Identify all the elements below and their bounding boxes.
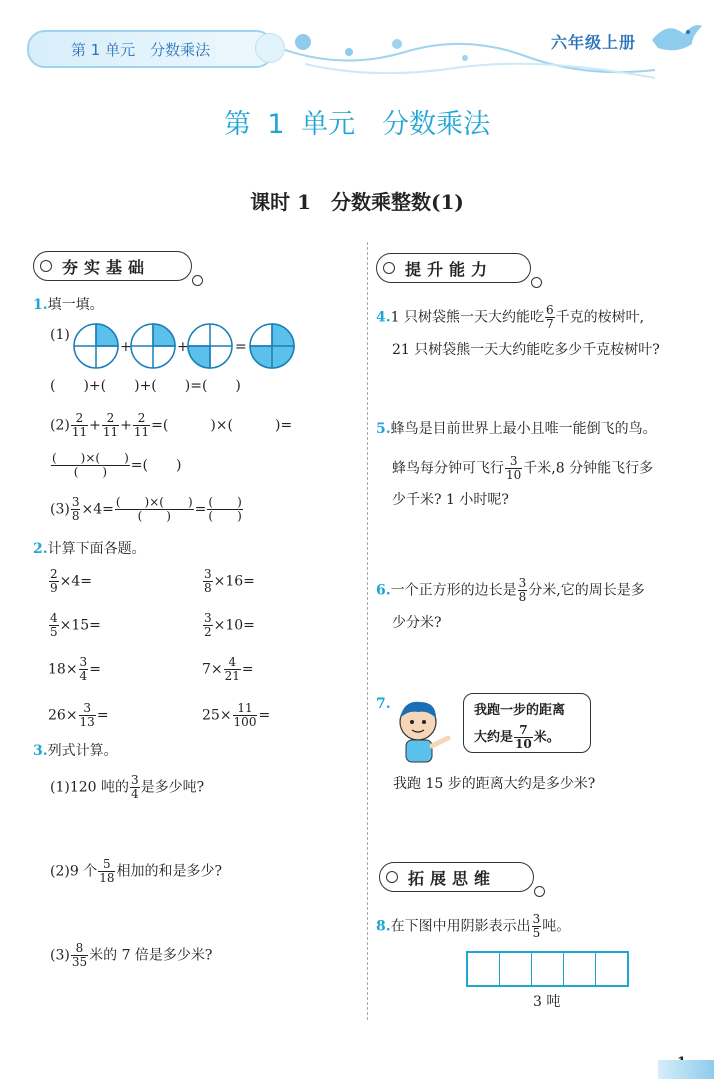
- unit-header-pill: [27, 30, 274, 68]
- q6-line1: 6.一个正方形的边长是 $\frac{3}{8}$ 分米,它的周长是多: [376, 576, 645, 604]
- section-extend-label: 拓展思维: [408, 869, 497, 888]
- section-extend-tag: [379, 862, 534, 892]
- q3-text: 列式计算。: [47, 743, 118, 759]
- plus-sign-1: +: [120, 339, 132, 355]
- q1-number: 1.: [33, 297, 48, 313]
- q2-item: $\frac{2}{9}$ ×4=: [50, 567, 93, 595]
- q2-item: 26× $\frac{3}{13}$ =: [48, 701, 109, 729]
- page-corner-decoration: [658, 1060, 714, 1079]
- speech-bubble: [463, 693, 591, 753]
- grade-label: 六年级上册: [550, 33, 636, 52]
- q1-line: [33, 296, 104, 314]
- equals-sign: =: [235, 339, 247, 355]
- lesson-title: 课时 1 分数乘整数(1): [250, 190, 464, 214]
- plus-sign-2: +: [177, 339, 189, 355]
- q1-part2-line2: $\frac{( )\times( )}{( )}$ =( ): [52, 451, 182, 479]
- q5-line3: 少千米? 1 小时呢?: [392, 492, 509, 508]
- q3-item-1: (1)120 吨的 $\frac{3}{4}$ 是多少吨?: [50, 773, 205, 801]
- q1-part2-blanks: =( )×( )=: [151, 417, 293, 434]
- q2-line: [33, 540, 146, 558]
- q1-part3: (3) $\frac{3}{8}$ ×4= $\frac{( )\times( )}{( )}$ = $\frac{( )}{( )}$: [50, 495, 242, 523]
- grid-cell[interactable]: [596, 953, 627, 985]
- fraction: $\frac{3}{8}$: [71, 495, 80, 523]
- circle-3: [188, 324, 232, 368]
- circle-4: [250, 324, 294, 368]
- q4-line2: 21 只树袋熊一天大约能吃多少千克桉树叶?: [392, 342, 660, 358]
- tail-circle-icon: [192, 275, 203, 286]
- q5-number: 5.: [376, 421, 391, 437]
- q2-item: 25× $\frac{11}{100}$ =: [202, 701, 271, 729]
- circle-2: [131, 324, 175, 368]
- ring-icon: [383, 262, 395, 274]
- q2-item: $\frac{3}{2}$ ×10=: [204, 611, 255, 639]
- blank-fraction: $\frac{( )\times( )}{( )}$: [115, 495, 193, 523]
- fraction: $\frac{2}{11}$: [71, 411, 88, 439]
- column-divider: [367, 242, 368, 1020]
- q1-part2: (2) $\frac{2}{11}$ + $\frac{2}{11}$ + $\frac{2}{11}$ =( )×( )=: [50, 411, 293, 439]
- bubble-line2: 大约是 $\frac{7}{10}$ 米。: [474, 723, 560, 751]
- q5-line1: 5.蜂鸟是目前世界上最小且唯一能倒飞的鸟。: [376, 421, 657, 437]
- q2-item: $\frac{4}{5}$ ×15=: [50, 611, 101, 639]
- q1-part2-label: (2): [50, 417, 70, 434]
- q1-part1-blanks: ( )+( )+( )=( ): [50, 378, 241, 394]
- grid-cell[interactable]: [500, 953, 532, 985]
- q7-question: 我跑 15 步的距离大约是多少米?: [393, 776, 596, 792]
- ring-icon: [386, 871, 398, 883]
- q2-number: 2.: [33, 541, 48, 557]
- unit-title: 第 1 单元 分数乘法: [223, 109, 491, 140]
- q3-number: 3.: [33, 743, 48, 759]
- grid-cell[interactable]: [468, 953, 500, 985]
- tail-circle-icon: [534, 886, 545, 897]
- grid-caption: 3 吨: [533, 994, 561, 1010]
- q7-number: 7.: [376, 696, 391, 712]
- q1-text: 填一填。: [47, 297, 104, 313]
- section-basic-label: 夯实基础: [62, 258, 151, 277]
- unit-header-label: 第 1 单元 分数乘法: [71, 41, 211, 59]
- boy-icon: [390, 698, 456, 764]
- q8-line: 8.在下图中用阴影表示出 $\frac{3}{5}$ 吨。: [376, 912, 571, 940]
- q2-item: 7× $\frac{4}{21}$ =: [202, 655, 254, 683]
- section-basic-tag: [33, 251, 192, 281]
- q8-number: 8.: [376, 918, 391, 935]
- q6-number: 6.: [376, 582, 391, 599]
- bubble-line1: 我跑一步的距离: [474, 703, 566, 718]
- q2-item: 18× $\frac{3}{4}$ =: [48, 655, 101, 683]
- section-advance-tag: [376, 253, 531, 283]
- q4-line1: 4.1 只树袋熊一天大约能吃 $\frac{6}{7}$ 千克的桉树叶,: [376, 303, 645, 331]
- q6-line2: 少分米?: [392, 615, 442, 631]
- q3-item-3: (3) $\frac{8}{35}$ 米的 7 倍是多少米?: [50, 941, 213, 969]
- grid-cell[interactable]: [532, 953, 564, 985]
- q1-part1-label: (1): [50, 327, 70, 343]
- bird-icon: [648, 16, 704, 56]
- blank-fraction: $\frac{( )}{( )}$: [208, 495, 242, 523]
- q2-item: $\frac{3}{8}$ ×16=: [204, 567, 255, 595]
- fraction: $\frac{2}{11}$: [133, 411, 150, 439]
- q3-item-2: (2)9 个 $\frac{5}{18}$ 相加的和是多少?: [50, 857, 222, 885]
- tail-circle-icon: [531, 277, 542, 288]
- section-advance-label: 提升能力: [405, 260, 494, 279]
- fraction: $\frac{2}{11}$: [102, 411, 119, 439]
- q3-line: [33, 742, 118, 760]
- grid-cell[interactable]: [564, 953, 596, 985]
- circle-1: [74, 324, 118, 368]
- shading-grid[interactable]: [466, 951, 629, 987]
- ring-icon: [40, 260, 52, 272]
- moon-decoration: [255, 33, 285, 63]
- q2-text: 计算下面各题。: [47, 541, 146, 557]
- blank-fraction: $\frac{( )\times( )}{( )}$: [52, 451, 129, 479]
- q4-number: 4.: [376, 309, 391, 326]
- q5-line2: 蜂鸟每分钟可飞行 $\frac{3}{10}$ 千米,8 分钟能飞行多: [392, 454, 654, 482]
